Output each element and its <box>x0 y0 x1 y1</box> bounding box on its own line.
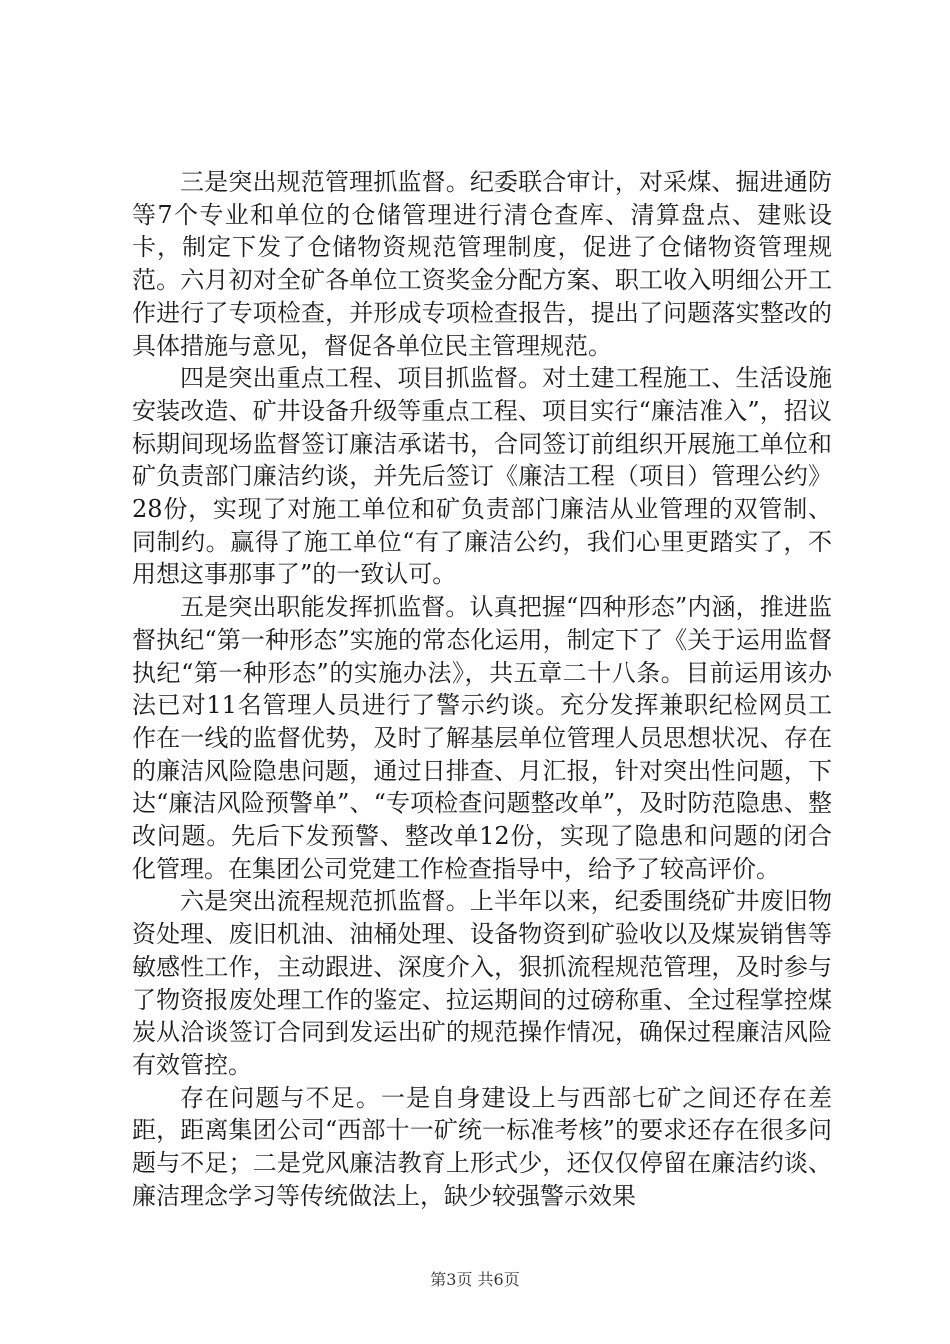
paragraph-process-supervision: 六是突出流程规范抓监督。上半年以来，纪委围绕矿井废旧物资处理、废旧机油、油桶处理、设备物资到矿验收以及煤炭销售等敏感性工作，主动跟进、深度介入，狠抓流程规范管理，及时参与了物资报废处理工作的鉴定、拉运期间的过磅称重、全过程掌控煤炭从洽谈签订合同到发运出矿的规范操作情况，确保过程廉洁风险有效管控。 <box>132 887 832 1079</box>
paragraph-problems: 存在问题与不足。一是自身建设上与西部七矿之间还存在差距，距离集团公司“西部十一矿统一标准考核”的要求还存在很多问题与不足；二是党风廉洁教育上形式少，还仅仅停留在廉洁约谈、廉洁理念学习等传统做法上，缺少较强警示效果 <box>132 1083 832 1210</box>
paragraph-function-supervision: 五是突出职能发挥抓监督。认真把握“四种形态”内涵，推进监督执纪“第一种形态”实施的常态化运用，制定下了《关于运用监督执纪“第一种形态”的实施办法》，共五章二十八条。目前运用该办法已对11名管理人员进行了警示约谈。充分发挥兼职纪检网员工作在一线的监督优势，及时了解基层单位管理人员思想状况、存在的廉洁风险隐患问题，通过日排查、月汇报，针对突出性问题，下达“廉洁风险预警单”、“专项检查问题整改单”，及时防范隐患、整改问题。先后下发预警、整改单12份，实现了隐患和问题的闭合化管理。在集团公司党建工作检查指导中，给予了较高评价。 <box>132 593 832 883</box>
paragraph-project-supervision: 四是突出重点工程、项目抓监督。对土建工程施工、生活设施安装改造、矿井设备升级等重点工程、项目实行“廉洁准入”，招议标期间现场监督签订廉洁承诺书，合同签订前组织开展施工单位和矿负责部门廉洁约谈，并先后签订《廉洁工程（项目）管理公约》28份，实现了对施工单位和矿负责部门廉洁从业管理的双管制、同制约。赢得了施工单位“有了廉洁公约，我们心里更踏实了，不用想这事那事了”的一致认可。 <box>132 364 832 589</box>
paragraph-storage-supervision: 三是突出规范管理抓监督。纪委联合审计，对采煤、掘进通防等7个专业和单位的仓储管理进行清仓查库、清算盘点、建账设卡，制定下发了仓储物资规范管理制度，促进了仓储物资管理规范。六月初对全矿各单位工资奖金分配方案、职工收入明细公开工作进行了专项检查，并形成专项检查报告，提出了问题落实整改的具体措施与意见，督促各单位民主管理规范。 <box>132 168 832 360</box>
document-body <box>132 166 832 1213</box>
page-number-footer: 第3页 共6页 <box>430 1270 520 1289</box>
